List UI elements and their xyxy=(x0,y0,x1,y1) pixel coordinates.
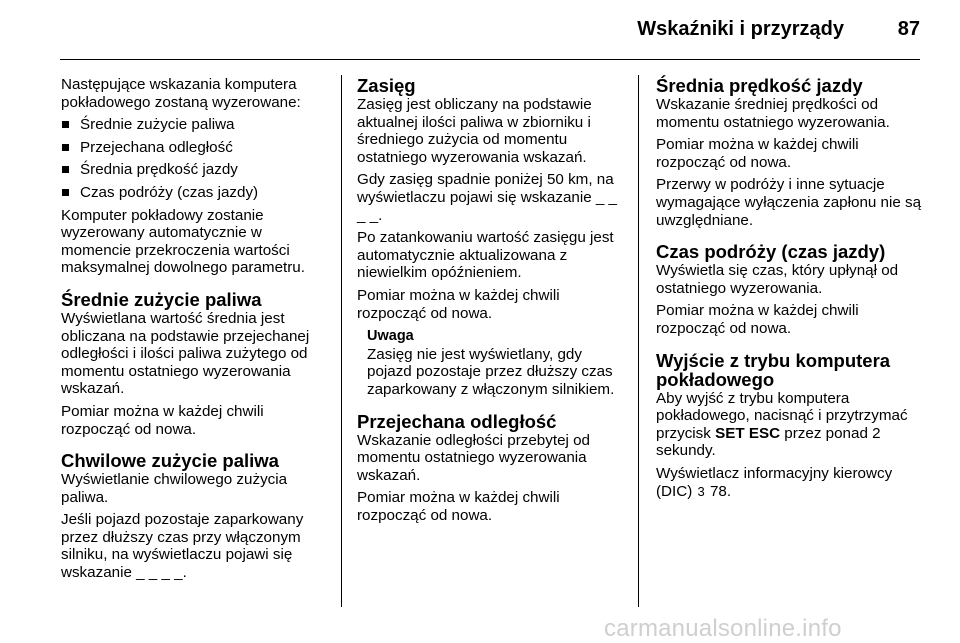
column-divider-2 xyxy=(638,75,639,607)
bullet-icon xyxy=(62,189,69,196)
note-title: Uwaga xyxy=(367,328,414,345)
column-1 xyxy=(61,76,333,587)
distance-reset-text: Pomiar można w każdej chwili rozpocząć od nowa. xyxy=(357,489,560,524)
section-heading-travel-time: Czas podróży (czas jazdy) xyxy=(656,241,886,263)
page-number: 87 xyxy=(897,18,920,40)
column-divider-1 xyxy=(341,75,342,607)
page-title: Wskaźniki i przyrządy xyxy=(637,18,844,40)
range-text: Zasięg jest obliczany na podstawie aktualnej ilości paliwa w zbiorniku i średniego zużycia od momentu ostatniego wyzerowania wskazań. xyxy=(357,96,592,166)
avg-speed-text: Wskazanie średniej prędkości od momentu ostatniego wyzerowania. xyxy=(656,96,890,131)
avg-speed-breaks-text: Przerwy w podróży i inne sytuacje wymagające wyłączenia zapłonu nie są uwzględniane. xyxy=(656,176,922,229)
section-heading-instant-consumption: Chwilowe zużycie paliwa xyxy=(61,450,279,472)
column-2 xyxy=(357,76,629,529)
range-reset-text: Pomiar można w każdej chwili rozpocząć od nowa. xyxy=(357,286,560,322)
header-divider xyxy=(60,59,920,60)
section-heading-distance: Przejechana odległość xyxy=(357,410,557,432)
note-text: Zasięg nie jest wyświetlany, gdy pojazd pozostaje przez dłuższy czas zaparkowany z włączonym silnikiem. xyxy=(367,345,615,398)
section-heading-avg-speed: Średnia prędkość jazdy xyxy=(656,75,863,96)
reset-list xyxy=(61,116,333,201)
reset-intro: Następujące wskazania komputera pokładowego zostaną wyzerowane: xyxy=(61,76,301,111)
column-3 xyxy=(656,76,928,505)
note-box xyxy=(357,328,629,398)
page-reference-icon: 3 xyxy=(697,483,705,499)
list-item: Czas podróży (czas jazdy) xyxy=(61,184,333,202)
instant-consumption-text: Wyświetlanie chwilowego zużycia paliwa. xyxy=(61,471,288,506)
section-heading-avg-consumption: Średnie zużycie paliwa xyxy=(61,288,262,310)
avg-consumption-text: Wyświetlana wartość średnia jest obliczana na podstawie przejechanej odległości i ilości paliwa zużytego od momentu ostatniego wyzerowania wskazań. xyxy=(61,309,310,398)
range-refuel-text: Po zatankowaniu wartość zasięgu jest automatycznie aktualizowana z niewielkim opóźnieniem. xyxy=(357,229,614,282)
bullet-icon xyxy=(62,166,69,173)
list-item: Średnie zużycie paliwa xyxy=(61,116,333,134)
section-heading-range: Zasięg xyxy=(357,75,416,96)
avg-consumption-reset-text: Pomiar można w każdej chwili rozpocząć od nowa. xyxy=(61,402,264,438)
auto-reset-text: Komputer pokładowy zostanie wyzerowany automatycznie w momencie przekroczenia wartości maksymalnej dowolnego parametru. xyxy=(61,206,305,277)
list-item: Średnia prędkość jazdy xyxy=(61,161,333,179)
page-header xyxy=(0,0,960,62)
exit-mode-text: Aby wyjść z trybu komputera pokładowego, nacisnąć i przytrzymać przycisk SET ESC przez ponad 2 sekundy. xyxy=(656,389,908,460)
range-low-text: Gdy zasięg spadnie poniżej 50 km, na wyświetlaczu pojawi się wskazanie _ _ _ _. xyxy=(357,171,617,224)
distance-text: Wskazanie odległości przebytej od momentu ostatniego wyzerowania wskazań. xyxy=(357,431,590,484)
instant-consumption-parked-text: Jeśli pojazd pozostaje zaparkowany przez dłuższy czas przy włączonym silniku, na wyświetlaczu pojawi się wskazanie _ _ _ _. xyxy=(61,511,304,582)
bullet-icon xyxy=(62,121,69,128)
dic-reference-text: Wyświetlacz informacyjny kierowcy (DIC) 3 78. xyxy=(656,464,893,500)
watermark: carmanualsonline.info xyxy=(604,615,842,642)
avg-speed-reset-text: Pomiar można w każdej chwili rozpocząć od nowa. xyxy=(656,136,859,171)
travel-time-reset-text: Pomiar można w każdej chwili rozpocząć od nowa. xyxy=(656,302,859,337)
bullet-icon xyxy=(62,144,69,151)
section-heading-exit-mode: Wyjście z trybu komputera pokładowego xyxy=(656,349,891,390)
list-item: Przejechana odległość xyxy=(61,139,333,157)
set-esc-button-label: SET ESC xyxy=(715,424,781,442)
travel-time-text: Wyświetla się czas, który upłynął od ostatniego wyzerowania. xyxy=(656,262,899,297)
